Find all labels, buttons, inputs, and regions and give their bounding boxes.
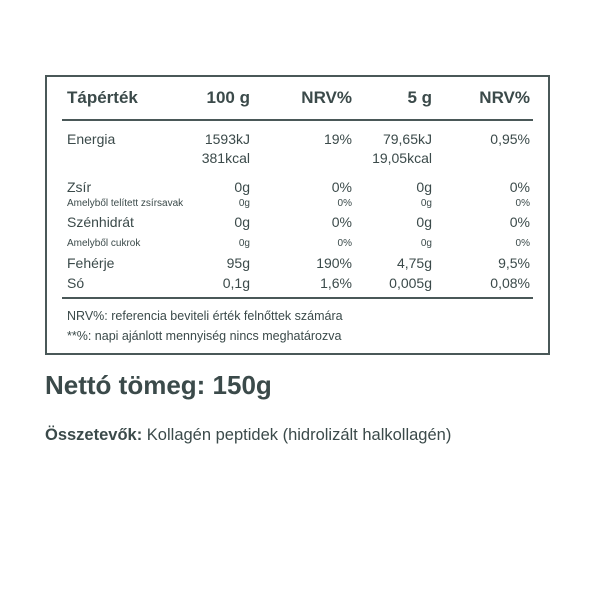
header-per-100g: 100 g xyxy=(206,88,250,107)
nrv-100g: 1,6% xyxy=(320,275,352,291)
value-100g: 0,1g xyxy=(222,275,250,291)
value-100g: 0g xyxy=(234,179,250,195)
nrv-5g: 9,5% xyxy=(498,255,530,271)
value-5g-line: 19,05kcal xyxy=(372,150,432,166)
nrv-5g: 0,08% xyxy=(490,275,530,291)
nrv-100g: 190% xyxy=(316,255,352,271)
ingredients-label: Összetevők: xyxy=(45,426,143,444)
nutrient-name: Fehérje xyxy=(67,255,115,271)
nrv-100g: 0% xyxy=(337,238,352,249)
value-100g-line: 1593kJ xyxy=(204,131,250,147)
nrv-100g: 0% xyxy=(337,198,352,209)
value-100g: 95g xyxy=(226,255,250,271)
header-divider xyxy=(62,119,533,121)
value-5g: 0,005g xyxy=(389,275,432,291)
nrv-5g: 0% xyxy=(509,179,530,195)
nrv-5g: 0,95% xyxy=(490,131,530,147)
nutrient-name: Zsír xyxy=(67,179,92,195)
ingredients xyxy=(45,426,451,445)
header-nrv-100g: NRV% xyxy=(301,88,352,107)
value-5g: 4,75g xyxy=(396,255,432,271)
footnote-divider xyxy=(62,297,533,299)
ingredients-text: Kollagén peptidek (hidrolizált halkollagén) xyxy=(142,426,452,444)
value-5g: 0g xyxy=(416,179,432,195)
nutrient-name: Energia xyxy=(67,131,116,147)
value-100g: 0g xyxy=(238,198,250,209)
value-100g-line: 381kcal xyxy=(201,150,250,166)
table-header xyxy=(47,88,548,110)
header-per-5g: 5 g xyxy=(407,88,432,107)
nrv-5g: 0% xyxy=(515,238,530,249)
footnote-not-defined: **%: napi ajánlott mennyiség nincs meghatározva xyxy=(67,329,342,343)
footnote-nrv: NRV%: referencia beviteli érték felnőttek számára xyxy=(67,309,343,323)
nrv-5g: 0% xyxy=(509,214,530,230)
nrv-100g: 19% xyxy=(323,131,352,147)
nutrient-name: Amelyből telített zsírsavak xyxy=(67,198,184,209)
value-100g xyxy=(202,131,250,166)
value-5g: 0g xyxy=(420,198,432,209)
nutrient-name: Só xyxy=(67,275,85,291)
net-weight: Nettó tömeg: 150g xyxy=(45,370,272,400)
value-5g-line: 79,65kJ xyxy=(382,131,432,147)
value-100g: 0g xyxy=(238,238,250,249)
nutrition-table xyxy=(45,75,550,355)
nrv-100g: 0% xyxy=(331,179,352,195)
header-nrv-5g: NRV% xyxy=(479,88,530,107)
nutrient-name: Szénhidrát xyxy=(67,214,134,230)
nutrient-name: Amelyből cukrok xyxy=(67,238,141,249)
value-5g xyxy=(372,131,432,166)
nrv-5g: 0% xyxy=(515,198,530,209)
value-5g: 0g xyxy=(416,214,432,230)
nrv-100g: 0% xyxy=(331,214,352,230)
value-100g: 0g xyxy=(234,214,250,230)
header-nutrient: Tápérték xyxy=(67,88,138,107)
value-5g: 0g xyxy=(420,238,432,249)
